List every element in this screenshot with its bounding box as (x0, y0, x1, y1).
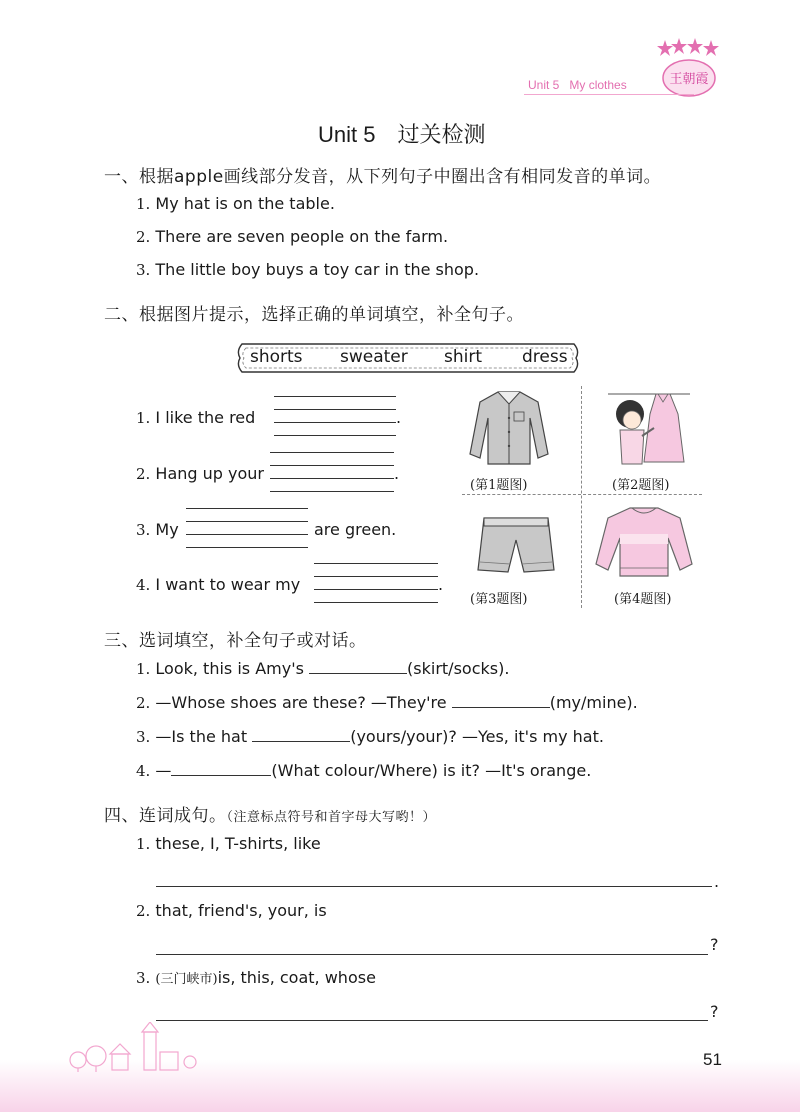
header-unit-label: Unit 5 My clothes (528, 78, 627, 92)
section2-heading: 二、根据图片提示，选择正确的单词填空，补全句子。 (104, 305, 524, 325)
writing-grid[interactable] (186, 508, 308, 548)
shirt-image (468, 388, 550, 466)
logo-text: 王朝霞 (669, 72, 709, 87)
section4-heading: 四、连词成句。（注意标点符号和首字母大写哟！） (104, 806, 437, 826)
section2-item-end: . (394, 464, 400, 483)
section3-item: 1. Look, this is Amy's (skirt/socks). (136, 659, 510, 678)
writing-grid[interactable] (314, 563, 438, 603)
picture-grid (462, 386, 702, 608)
sweater-image (594, 504, 694, 580)
answer-blank[interactable] (252, 727, 350, 742)
section2-item: 1. I like the red (136, 408, 256, 427)
writing-grid[interactable] (274, 396, 396, 436)
word-option: sweater (340, 347, 408, 367)
answer-blank[interactable] (452, 693, 550, 708)
section4-item: 2. that, friend's, your, is (136, 901, 327, 920)
word-option: shorts (250, 347, 303, 367)
footer-decoration (60, 1022, 240, 1072)
region-note: (三门峡市) (155, 972, 218, 987)
section2-item-end: . (438, 575, 444, 594)
header-rule (524, 94, 694, 95)
answer-line-end: ? (710, 935, 719, 954)
section4-note: （注意标点符号和首字母大写哟！） (226, 810, 437, 825)
girl-dress-image (608, 390, 690, 470)
shorts-image (476, 514, 556, 578)
answer-line-end: . (714, 872, 720, 891)
header-unit-title: My clothes (569, 78, 627, 92)
section3-item: 2. —Whose shoes are these? —They're (my/mine). (136, 693, 638, 712)
section2-item: 4. I want to wear my (136, 575, 301, 594)
picture-caption: (第4题图) (614, 592, 672, 607)
section1-item: 3. The little boy buys a toy car in the shop. (136, 260, 480, 279)
header-logo (655, 36, 727, 100)
writing-grid[interactable] (270, 452, 394, 492)
word-option: shirt (444, 347, 483, 367)
page-number: 51 (703, 1050, 722, 1069)
answer-line[interactable] (156, 954, 708, 955)
word-option: dress (522, 347, 568, 367)
picture-caption: (第1题图) (470, 478, 528, 493)
page-title: Unit 5 过关检测 (318, 122, 486, 147)
answer-line[interactable] (156, 886, 712, 887)
section4-item: 1. these, I, T-shirts, like (136, 834, 321, 853)
section4-item: 3. (三门峡市)is, this, coat, whose (136, 968, 376, 987)
answer-line-end: ? (710, 1002, 719, 1021)
section2-item-end: are green. (314, 520, 397, 539)
section3-item: 4. — (What colour/Where) is it? —It's orange. (136, 761, 592, 780)
word-box (232, 338, 584, 378)
answer-blank[interactable] (309, 659, 407, 674)
answer-line[interactable] (156, 1020, 708, 1021)
picture-caption: (第3题图) (470, 592, 528, 607)
section2-item-end: . (396, 408, 402, 427)
section3-heading: 三、选词填空，补全句子或对话。 (104, 631, 367, 651)
section1-item: 1. My hat is on the table. (136, 194, 335, 213)
section2-item: 3. My (136, 520, 179, 539)
section2-item: 2. Hang up your (136, 464, 264, 483)
section1-heading: 一、根据apple画线部分发音，从下列句子中圈出含有相同发音的单词。 (104, 167, 662, 187)
section1-item: 2. There are seven people on the farm. (136, 227, 449, 246)
section3-item: 3. —Is the hat (yours/your)? —Yes, it's my hat. (136, 727, 604, 746)
picture-caption: (第2题图) (612, 478, 670, 493)
answer-blank[interactable] (171, 761, 271, 776)
